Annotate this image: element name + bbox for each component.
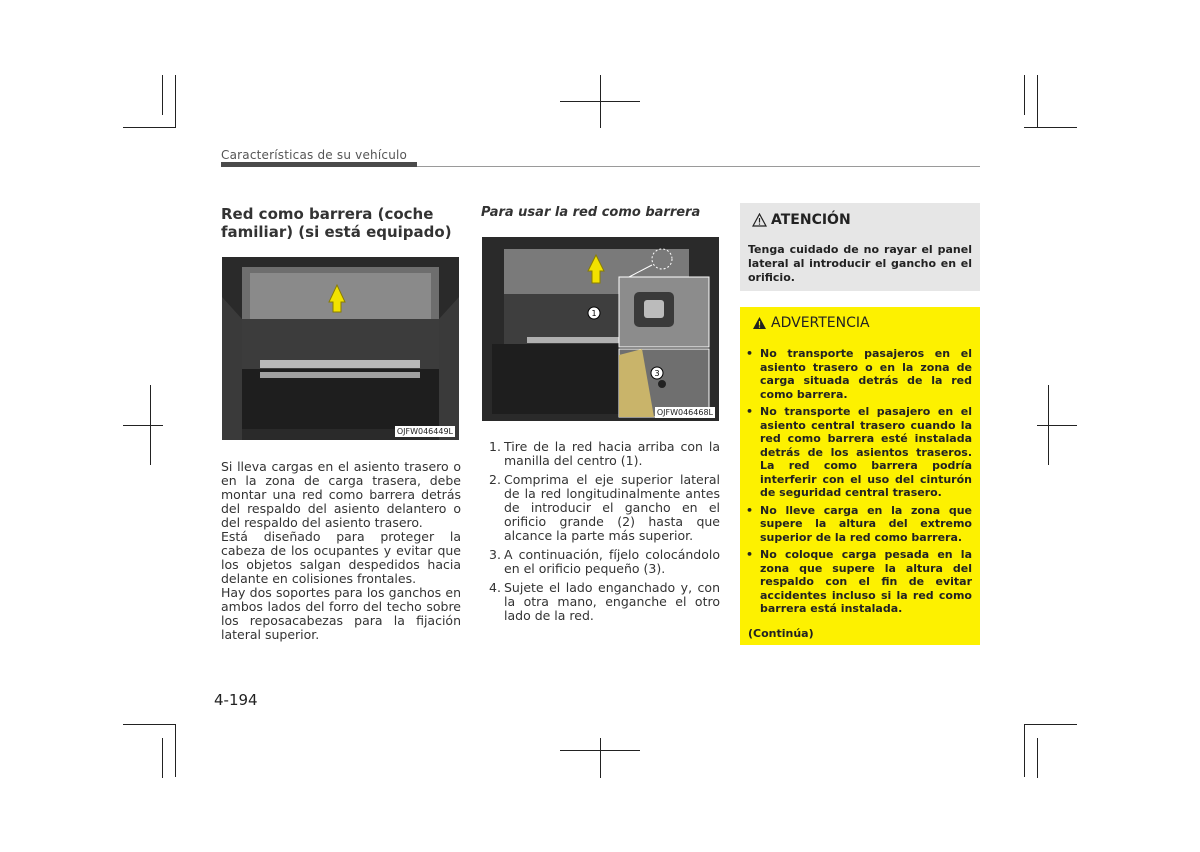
- step-item: [489, 548, 720, 576]
- crop-mark: [1024, 724, 1077, 725]
- crop-mark: [560, 101, 640, 102]
- warning-item-text: No coloque carga pesada en la zona que supere la altura del respaldo con el fin de evitar accidentes incluso si la red como barrera está instalada.: [760, 548, 972, 615]
- callout-number: 1: [591, 309, 597, 318]
- page-number: 4-194: [214, 691, 258, 709]
- step-number: 3.: [489, 547, 501, 562]
- attention-header: [752, 212, 851, 228]
- step-text: A continuación, fíjelo colocándolo en el orificio pequeño (3).: [504, 547, 720, 576]
- photo-code: OJFW046468L: [656, 408, 713, 417]
- step-text: Comprima el eje superior lateral de la red longitudinalmente antes de introducir el gancho en el orificio grande (2) hasta que alcance la parte más superior.: [504, 472, 720, 543]
- step-text: Sujete el lado enganchado y, con la otra mano, enganche el otro lado de la red.: [504, 580, 720, 623]
- warning-item: [746, 405, 972, 500]
- warning-title: ADVERTENCIA: [771, 315, 870, 331]
- bullet: •: [746, 405, 754, 418]
- crop-mark: [123, 724, 176, 725]
- crop-mark: [175, 75, 176, 128]
- steps-list: [489, 440, 720, 628]
- step-text: Tire de la red hacia arriba con la manilla del centro (1).: [504, 439, 720, 468]
- subsection-title: Para usar la red como barrera: [481, 205, 701, 220]
- warning-triangle-outline-icon: [752, 213, 767, 227]
- cargo-net-photo: [222, 257, 459, 440]
- step-item: [489, 440, 720, 468]
- paragraph: Si lleva cargas en el asiento trasero o en la zona de carga trasera, debe montar una red como barrera detrás del respaldo del asiento delantero o del respaldo del asiento trasero.: [221, 459, 461, 530]
- attention-text: Tenga cuidado de no rayar el panel lateral al introducir el gancho en el orificio.: [748, 243, 972, 284]
- crop-mark: [1037, 75, 1038, 128]
- header-bar: [221, 162, 417, 167]
- crop-mark: [123, 425, 163, 426]
- crop-mark: [175, 724, 176, 777]
- crop-mark: [1024, 724, 1025, 777]
- section-title: Red como barrera (coche familiar) (si está equipado): [221, 205, 452, 241]
- paragraph: Está diseñado para proteger la cabeza de los ocupantes y evitar que los objetos salgan despedidos hacia delante en colisiones frontales.: [221, 529, 461, 586]
- body-text: [221, 460, 461, 642]
- crop-mark: [600, 738, 601, 778]
- continued-label: (Continúa): [748, 627, 814, 640]
- warning-item-text: No transporte pasajeros en el asiento trasero o en la zona de carga situada detrás de la red como barrera.: [760, 347, 972, 401]
- warning-item: [746, 504, 972, 545]
- crop-mark: [1024, 127, 1077, 128]
- step-item: [489, 473, 720, 543]
- warning-list: [746, 347, 972, 620]
- usage-photo: [482, 237, 719, 421]
- cargo-area-illustration: [222, 257, 459, 440]
- step-number: 4.: [489, 580, 501, 595]
- warning-box: [740, 307, 980, 645]
- warning-item: [746, 347, 972, 401]
- warning-item-text: No lleve carga en la zona que supere la altura del extremo superior de la red como barrera.: [760, 503, 972, 544]
- step-number: 2.: [489, 472, 501, 487]
- bullet: •: [746, 548, 754, 561]
- warning-item-text: No transporte el pasajero en el asiento central trasero cuando la red como barrera esté instalada detrás de los asientos traseros. La red como barrera podría interferir con el uso del cinturón de seguridad central trasero.: [760, 405, 972, 499]
- step-number: 1.: [489, 439, 501, 454]
- attention-title: ATENCIÓN: [771, 212, 851, 228]
- crop-mark: [1037, 738, 1038, 778]
- attention-box: [740, 203, 980, 291]
- crop-mark: [162, 75, 163, 115]
- crop-mark: [1037, 425, 1077, 426]
- paragraph: Hay dos soportes para los ganchos en ambos lados del forro del techo sobre los reposacabezas para la fijación lateral superior.: [221, 585, 461, 642]
- bullet: •: [746, 503, 754, 517]
- bullet: •: [746, 347, 754, 360]
- warning-item: [746, 548, 972, 616]
- usage-illustration: [482, 237, 719, 421]
- crop-mark: [162, 738, 163, 778]
- step-item: [489, 581, 720, 623]
- photo-code: OJFW046449L: [396, 427, 453, 436]
- callout-number: 3: [654, 369, 660, 378]
- section-header: Características de su vehículo: [221, 148, 408, 162]
- crop-mark: [560, 750, 640, 751]
- crop-mark: [123, 127, 176, 128]
- crop-mark: [1024, 75, 1025, 115]
- warning-header: [752, 315, 870, 331]
- warning-triangle-filled-icon: [752, 316, 767, 330]
- header-rule: [417, 166, 980, 167]
